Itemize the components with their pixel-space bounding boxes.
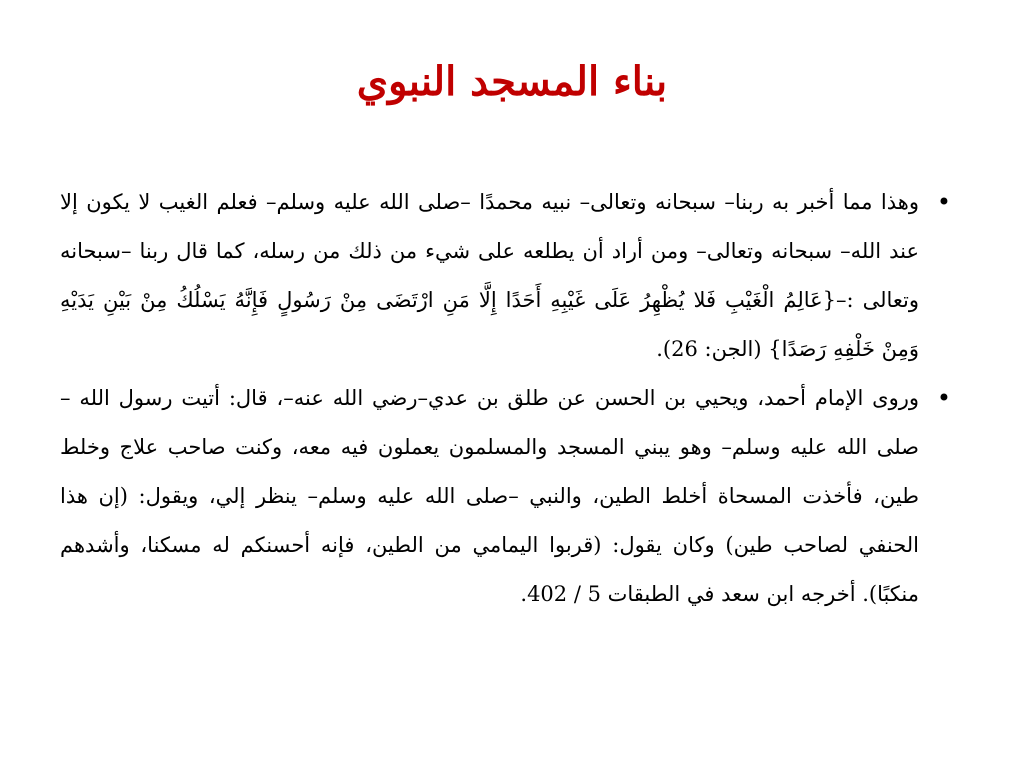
bullet-text: وهذا مما أخبر به ربنا– سبحانه وتعالى– نبيه محمدًا –صلى الله عليه وسلم– فعلم الغيب لا يكون إلا عند الله– سبحانه وتعالى– ومن أراد أن يطلعه على شيء من ذلك من رسله، كما قال ربنا –سبحانه وتعالى :–{عَالِمُ الْغَيْبِ فَلا يُظْهِرُ عَلَى غَيْبِهِ أَحَدًا إِلَّا مَنِ ارْتَضَى مِنْ رَسُولٍ فَإِنَّهُ يَسْلُكُ مِنْ بَيْنِ يَدَيْهِ وَمِنْ خَلْفِهِ رَصَدًا} (الجن: 26). [60, 190, 919, 361]
bullet-text: وروى الإمام أحمد، ويحيي بن الحسن عن طلق بن عدي–رضي الله عنه–، قال: أتيت رسول الله –صلى الله عليه وسلم– وهو يبني المسجد والمسلمون يعملون فيه معه، وكنت صاحب علاج وخلط طين، فأخذت المسحاة أخلط الطين، والنبي –صلى الله عليه وسلم– ينظر إلي، ويقول: (إن هذا الحنفي لصاحب طين) وكان يقول: (قربوا اليمامي من الطين، فإنه أحسنكم له مسكنا، وأشدهم منكبًا). أخرجه ابن سعد في الطبقات 5 / 402. [60, 386, 920, 606]
bullet-icon: • [936, 188, 951, 216]
bullet-item [60, 374, 951, 619]
bullet-list [60, 178, 951, 619]
bullet-item [60, 178, 951, 374]
slide-title: بناء المسجد النبوي [356, 58, 668, 105]
bullet-icon: • [936, 384, 951, 412]
